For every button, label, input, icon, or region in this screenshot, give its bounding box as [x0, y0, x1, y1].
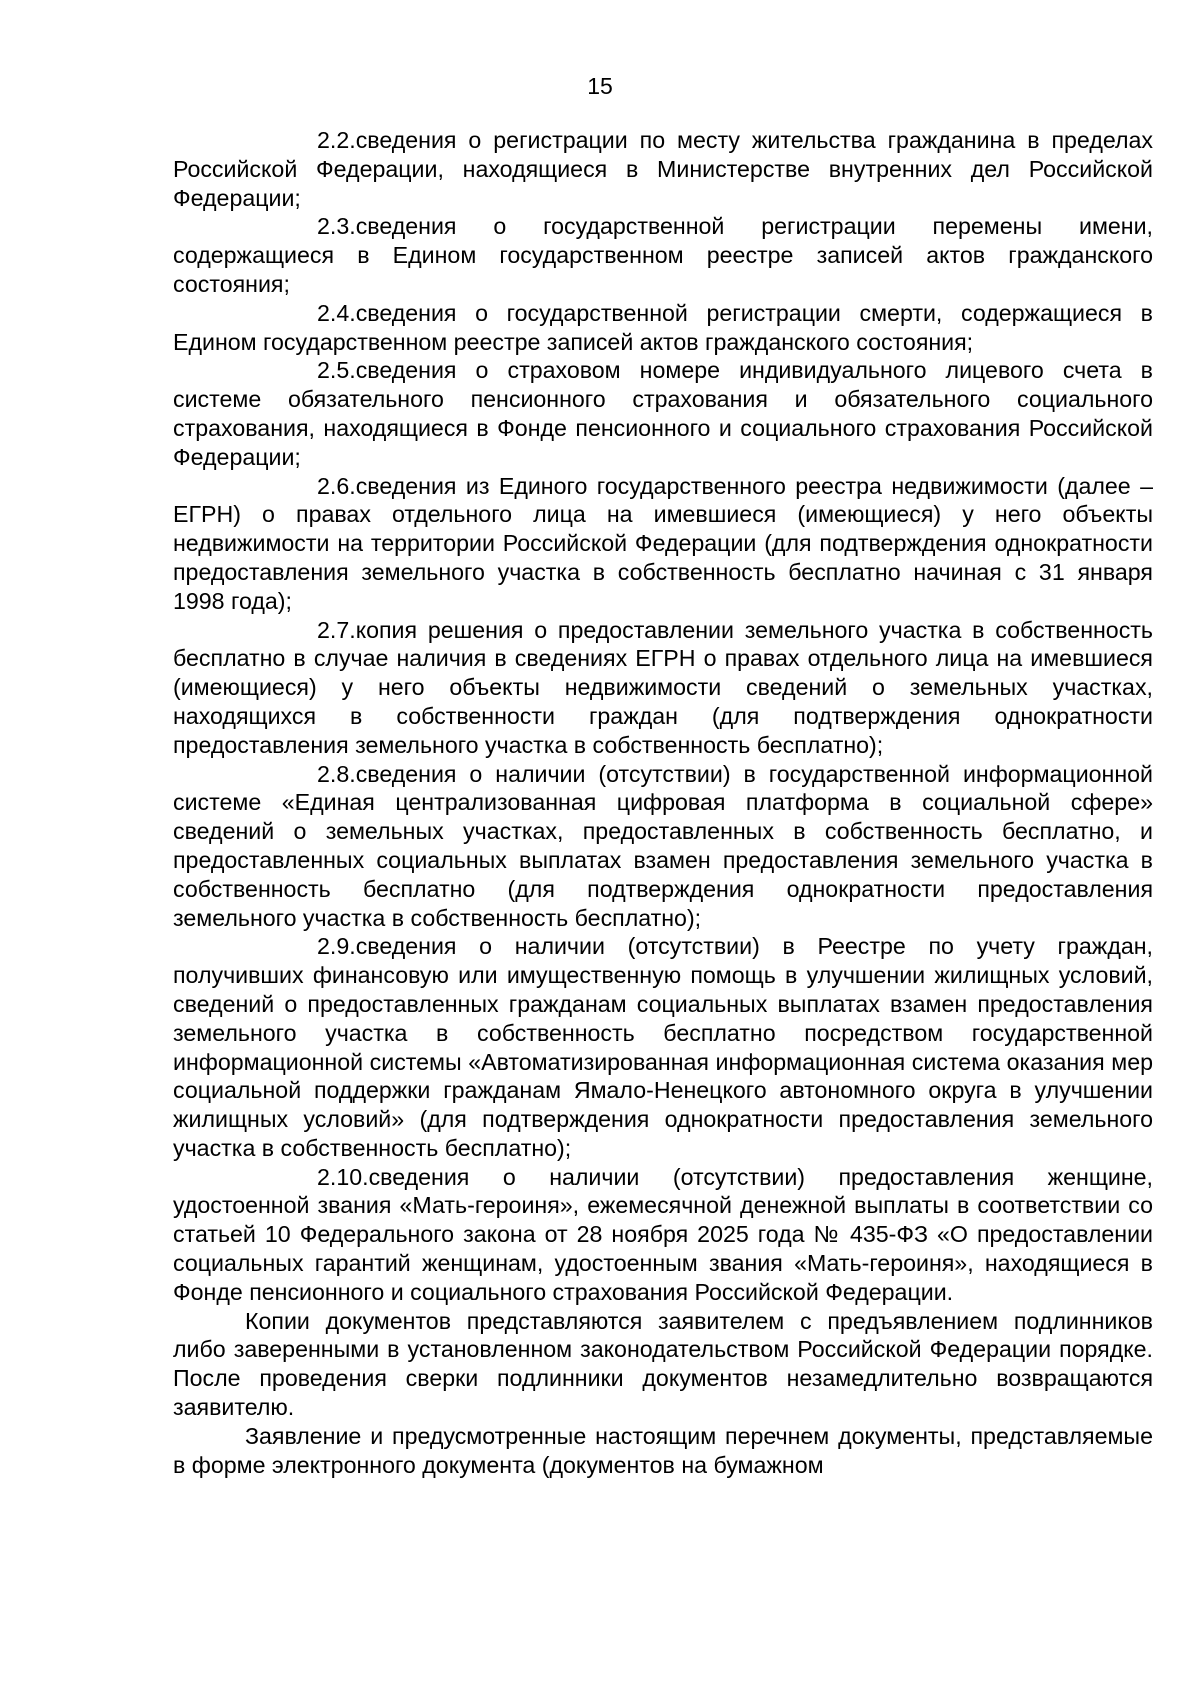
list-item-2-6	[173, 472, 1153, 616]
paragraph-application: Заявление и предусмотренные настоящим перечнем документы, представляемые в форме электронного документа (документов на бумажном	[173, 1422, 1153, 1478]
item-number: 2.9.	[317, 933, 356, 960]
item-text: сведения о наличии (отсутствии) в государственной информационной системе «Единая централизованная цифровая платформа в социальной сфере» сведений о земельных участках, предоставленных в собственность бесплатно, и предоставленных социальных выплатах взамен предоставления земельного участка в собственность бесплатно (для подтверждения однократности предоставления земельного участка в собственность бесплатно);	[173, 760, 1153, 931]
list-item-2-9	[173, 932, 1153, 1162]
list-item-2-2	[173, 126, 1153, 212]
document-body	[173, 126, 1153, 1479]
page-number: 15	[587, 73, 613, 99]
list-item-2-10	[173, 1163, 1153, 1307]
item-text: копия решения о предоставлении земельного участка в собственность бесплатно в случае наличия в сведениях ЕГРН о правах отдельного лица на имевшиеся (имеющиеся) у него объекты недвижимости сведений о земельных участках, находящихся в собственности граждан (для подтверждения однократности предоставления земельного участка в собственность бесплатно);	[173, 616, 1153, 758]
item-number: 2.5.	[317, 357, 356, 384]
list-item-2-3	[173, 212, 1153, 298]
item-number: 2.10.	[317, 1163, 369, 1190]
item-text: сведения о регистрации по месту жительства гражданина в пределах Российской Федерации, находящиеся в Министерстве внутренних дел Российской Федерации;	[173, 127, 1153, 211]
item-text: сведения о наличии (отсутствии) в Реестре по учету граждан, получивших финансовую или имущественную помощь в улучшении жилищных условий, сведений о предоставленных гражданам социальных выплатах взамен предоставления земельного участка в собственность бесплатно посредством государственной информационной системы «Автоматизированная информационная система оказания мер социальной поддержки гражданам Ямало-Ненецкого автономного округа в улучшении жилищных условий» (для подтверждения однократности предоставления земельного участка в собственность бесплатно);	[173, 933, 1153, 1161]
paragraph-copies: Копии документов представляются заявителем с предъявлением подлинников либо заверенными в установленном законодательством Российской Федерации порядке. После проведения сверки подлинники документов незамедлительно возвращаются заявителю.	[173, 1307, 1153, 1421]
item-number: 2.6.	[317, 472, 356, 499]
item-number: 2.4.	[317, 299, 356, 326]
item-text: сведения о государственной регистрации перемены имени, содержащиеся в Едином государственном реестре записей актов гражданского состояния;	[173, 213, 1153, 297]
list-item-2-5	[173, 356, 1153, 471]
item-text: сведения о государственной регистрации смерти, содержащиеся в Едином государственном реестре записей актов гражданского состояния;	[173, 299, 1153, 355]
item-number: 2.7.	[317, 616, 356, 643]
item-number: 2.3.	[317, 213, 356, 240]
item-text: сведения из Единого государственного реестра недвижимости (далее – ЕГРН) о правах отдельного лица на имевшиеся (имеющиеся) у него объекты недвижимости на территории Российской Федерации (для подтверждения однократности предоставления земельного участка в собственность бесплатно начиная с 31 января 1998 года);	[173, 472, 1153, 614]
item-number: 2.2.	[317, 127, 356, 153]
list-item-2-7	[173, 616, 1153, 760]
item-text: сведения о страховом номере индивидуального лицевого счета в системе обязательного пенсионного страхования и обязательного социального страхования, находящиеся в Фонде пенсионного и социального страхования Российской Федерации;	[173, 357, 1153, 470]
list-item-2-4	[173, 299, 1153, 357]
item-text: сведения о наличии (отсутствии) предоставления женщине, удостоенной звания «Мать-героиня», ежемесячной денежной выплаты в соответствии со статьей 10 Федерального закона от 28 ноября 2025 года № 435-ФЗ «О предоставлении социальных гарантий женщинам, удостоенным звания «Мать-героиня», находящиеся в Фонде пенсионного и социального страхования Российской Федерации.	[173, 1163, 1153, 1305]
item-number: 2.8.	[317, 760, 356, 787]
list-item-2-8	[173, 760, 1153, 933]
